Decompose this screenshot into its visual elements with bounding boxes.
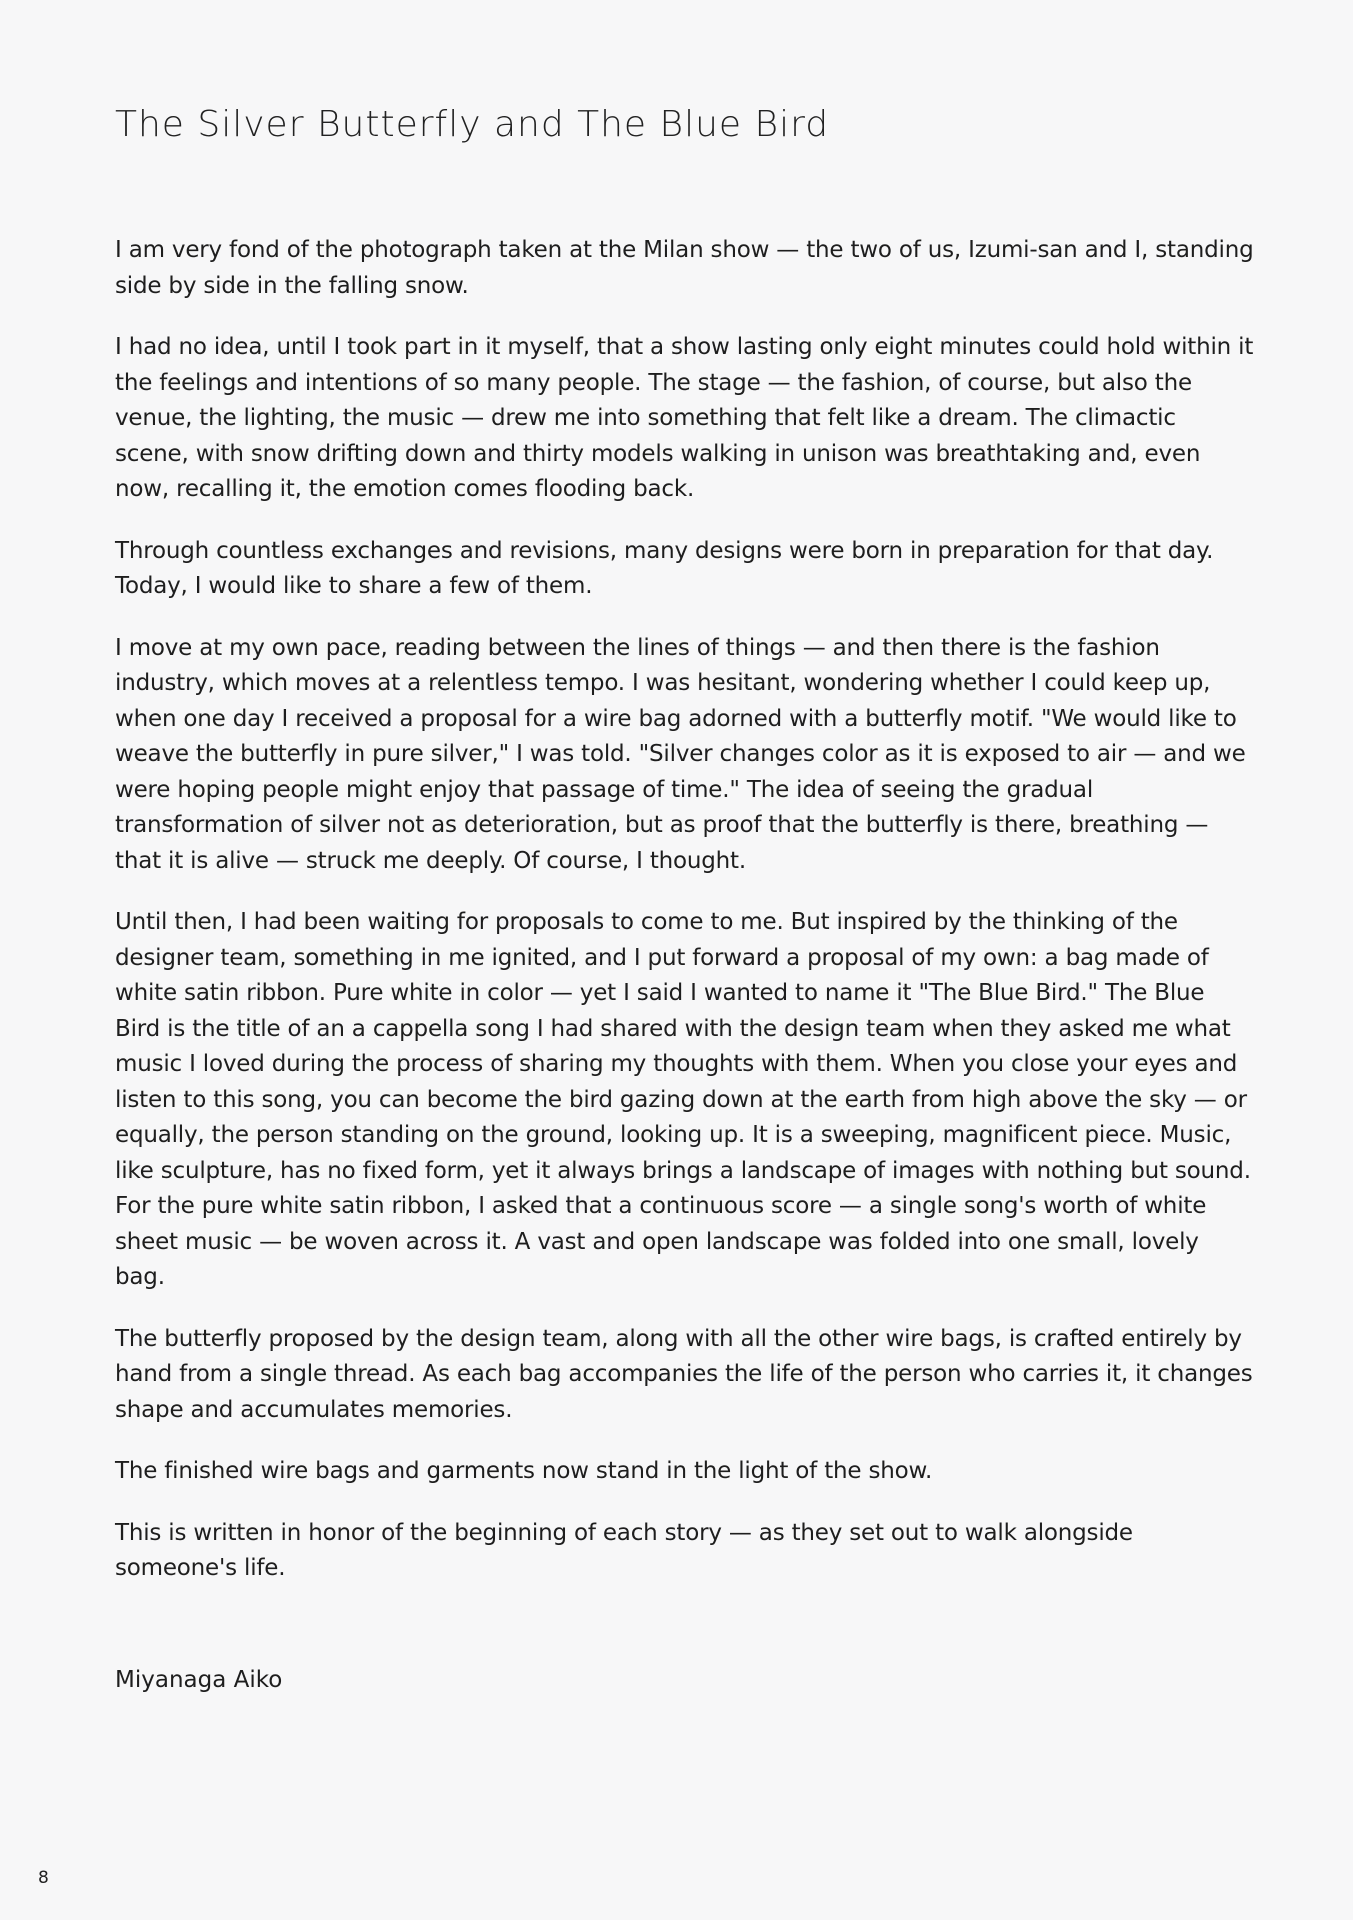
paragraph-5: Until then, I had been waiting for proposals to come to me. But inspired by the thinking of the designer team, something in me ignited, and I put forward a proposal of my own: a bag made of white satin ribbon. Pure white in color — yet I said I wanted to name it "The Blue Bird." The Blue Bird is the title of an a cappella song I had shared with the design team when they asked me what music I loved during the process of sharing my thoughts with them. When you close your eyes and listen to this song, you can become the bird gazing down at the earth from high above the sky — or equally, the person standing on the ground, looking up. It is a sweeping, magnificent piece. Music, like sculpture, has no fixed form, yet it always brings a landscape of images with nothing but sound. For the pure white satin ribbon, I asked that a continuous score — a single song's worth of white sheet music — be woven across it. A vast and open landscape was folded into one small, lovely bag. [115,909,1251,1290]
body-text [115,233,1255,1613]
paragraph-7: The finished wire bags and garments now stand in the light of the show. [115,1458,933,1484]
paragraph-2: I had no idea, until I took part in it myself, that a show lasting only eight minutes could hold within it the feelings and intentions of so many people. The stage — the fashion, of course, but also the venue, the lighting, the music — drew me into something that felt like a dream. The climactic scene, with snow drifting down and thirty models walking in unison was breathtaking and, even now, recalling it, the emotion comes flooding back. [115,334,1254,502]
paragraph-6: The butterfly proposed by the design team, along with all the other wire bags, is crafted entirely by hand from a single thread. As each bag accompanies the life of the person who carries it, it changes shape and accumulates memories. [115,1325,1253,1423]
paragraph-1: I am very fond of the photograph taken at the Milan show — the two of us, Izumi-san and I, standing side by side in the falling snow. [115,237,1254,299]
paragraph-3: Through countless exchanges and revisions, many designs were born in preparation for that day. Today, I would like to share a few of them. [115,537,1214,599]
page-title: The Silver Butterfly and The Blue Bird [115,104,830,145]
page-number: 8 [38,1868,49,1888]
paragraph-8: This is written in honor of the beginning of each story — as they set out to walk alongside someone's life. [115,1519,1133,1581]
paragraph-4: I move at my own pace, reading between the lines of things — and then there is the fashion industry, which moves at a relentless tempo. I was hesitant, wondering whether I could keep up, when one day I received a proposal for a wire bag adorned with a butterfly motif. "We would like to weave the butterfly in pure silver," I was told. "Silver changes color as it is exposed to air — and we were hoping people might enjoy that passage of time." The idea of seeing the gradual transformation of silver not as deterioration, but as proof that the butterfly is there, breathing — that it is alive — struck me deeply. Of course, I thought. [115,634,1246,874]
author-signature: Miyanaga Aiko [115,1667,283,1693]
